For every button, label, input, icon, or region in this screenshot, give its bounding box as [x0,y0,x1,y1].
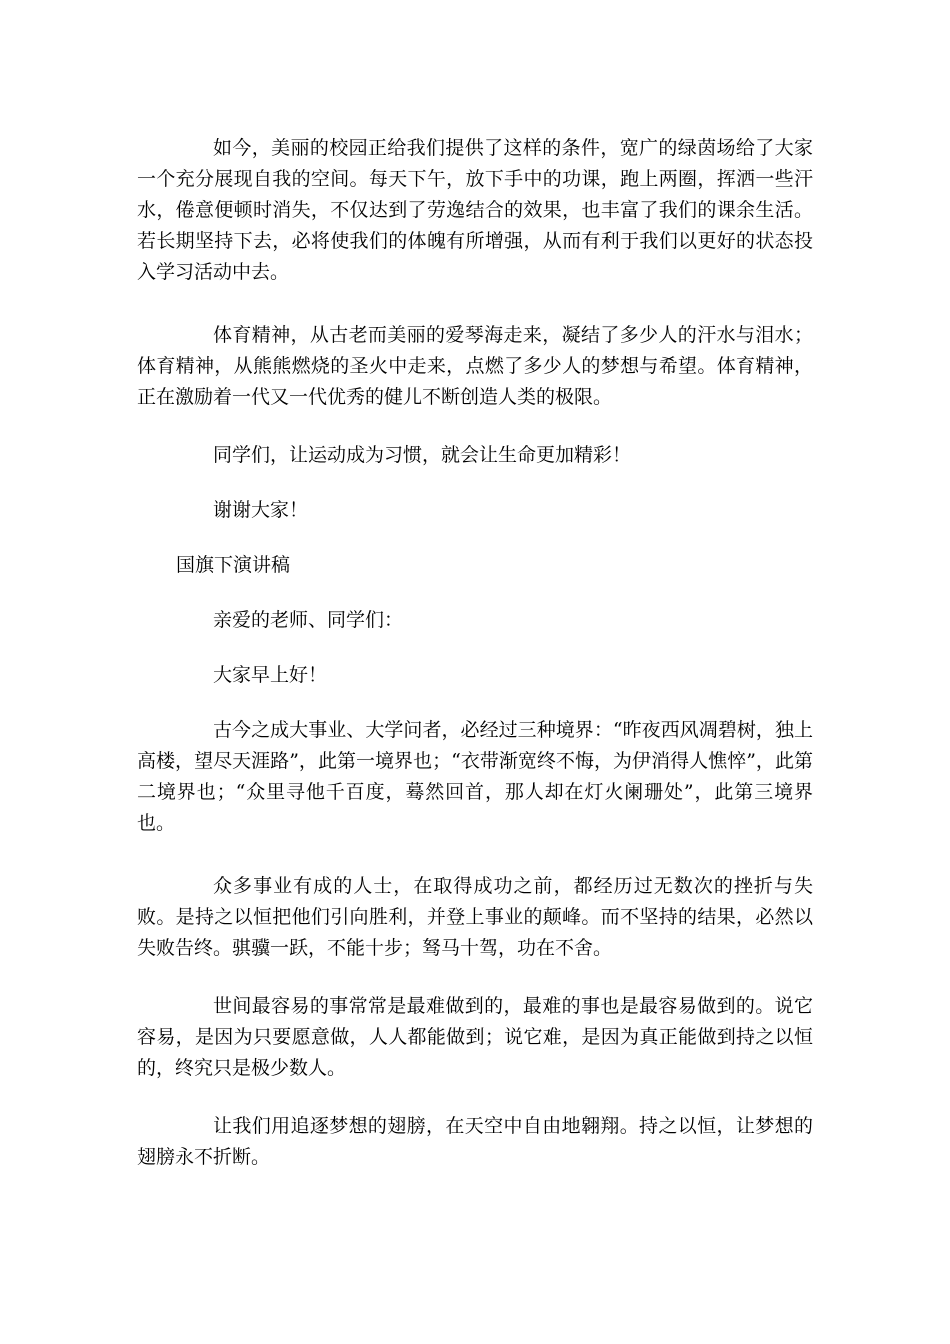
paragraph-three-realms: 古今之成大事业、大学问者，必经过三种境界：“昨夜西风凋碧树，独上高楼，望尽天涯路”，此第一境界也；“衣带渐宽终不悔，为伊消得人憔悴”，此第二境界也；“众里寻他千百度，蓦然回首，那人却在灯火阑珊处”，此第三境界也。 [137,719,813,834]
salutation: 亲爱的老师、同学们： [213,609,404,631]
paragraph-success: 众多事业有成的人士，在取得成功之前，都经历过无数次的挫折与失败。是持之以恒把他们引向胜利，并登上事业的颠峰。而不坚持的结果，必然以失败告终。骐骥一跃，不能十步；驽马十驾，功在不舍。 [137,875,813,959]
paragraph-sports-spirit: 体育精神，从古老而美丽的爱琴海走来，凝结了多少人的汗水与泪水；体育精神，从熊熊燃烧的圣火中走来，点燃了多少人的梦想与希望。体育精神，正在激励着一代又一代优秀的健儿不断创造人类的极限。 [137,324,813,408]
paragraph-thanks: 谢谢大家！ [213,499,309,521]
paragraph-dream: 让我们用追逐梦想的翅膀，在天空中自由地翱翔。持之以恒，让梦想的翅膀永不折断。 [137,1115,813,1168]
speech-title: 国旗下演讲稿 [176,554,291,576]
paragraph-habit: 同学们，让运动成为习惯，就会让生命更加精彩！ [213,444,632,466]
greeting: 大家早上好！ [213,664,328,686]
paragraph-easy-hard: 世间最容易的事常常是最难做到的，最难的事也是最容易做到的。说它容易，是因为只要愿意做，人人都能做到；说它难，是因为真正能做到持之以恒的，终究只是极少数人。 [137,995,813,1079]
paragraph-campus: 如今，美丽的校园正给我们提供了这样的条件，宽广的绿茵场给了大家一个充分展现自我的空间。每天下午，放下手中的功课，跑上两圈，挥洒一些汗水，倦意便顿时消失，不仅达到了劳逸结合的效果，也丰富了我们的课余生活。若长期坚持下去，必将使我们的体魄有所增强，从而有利于我们以更好的状态投入学习活动中去。 [137,137,813,283]
